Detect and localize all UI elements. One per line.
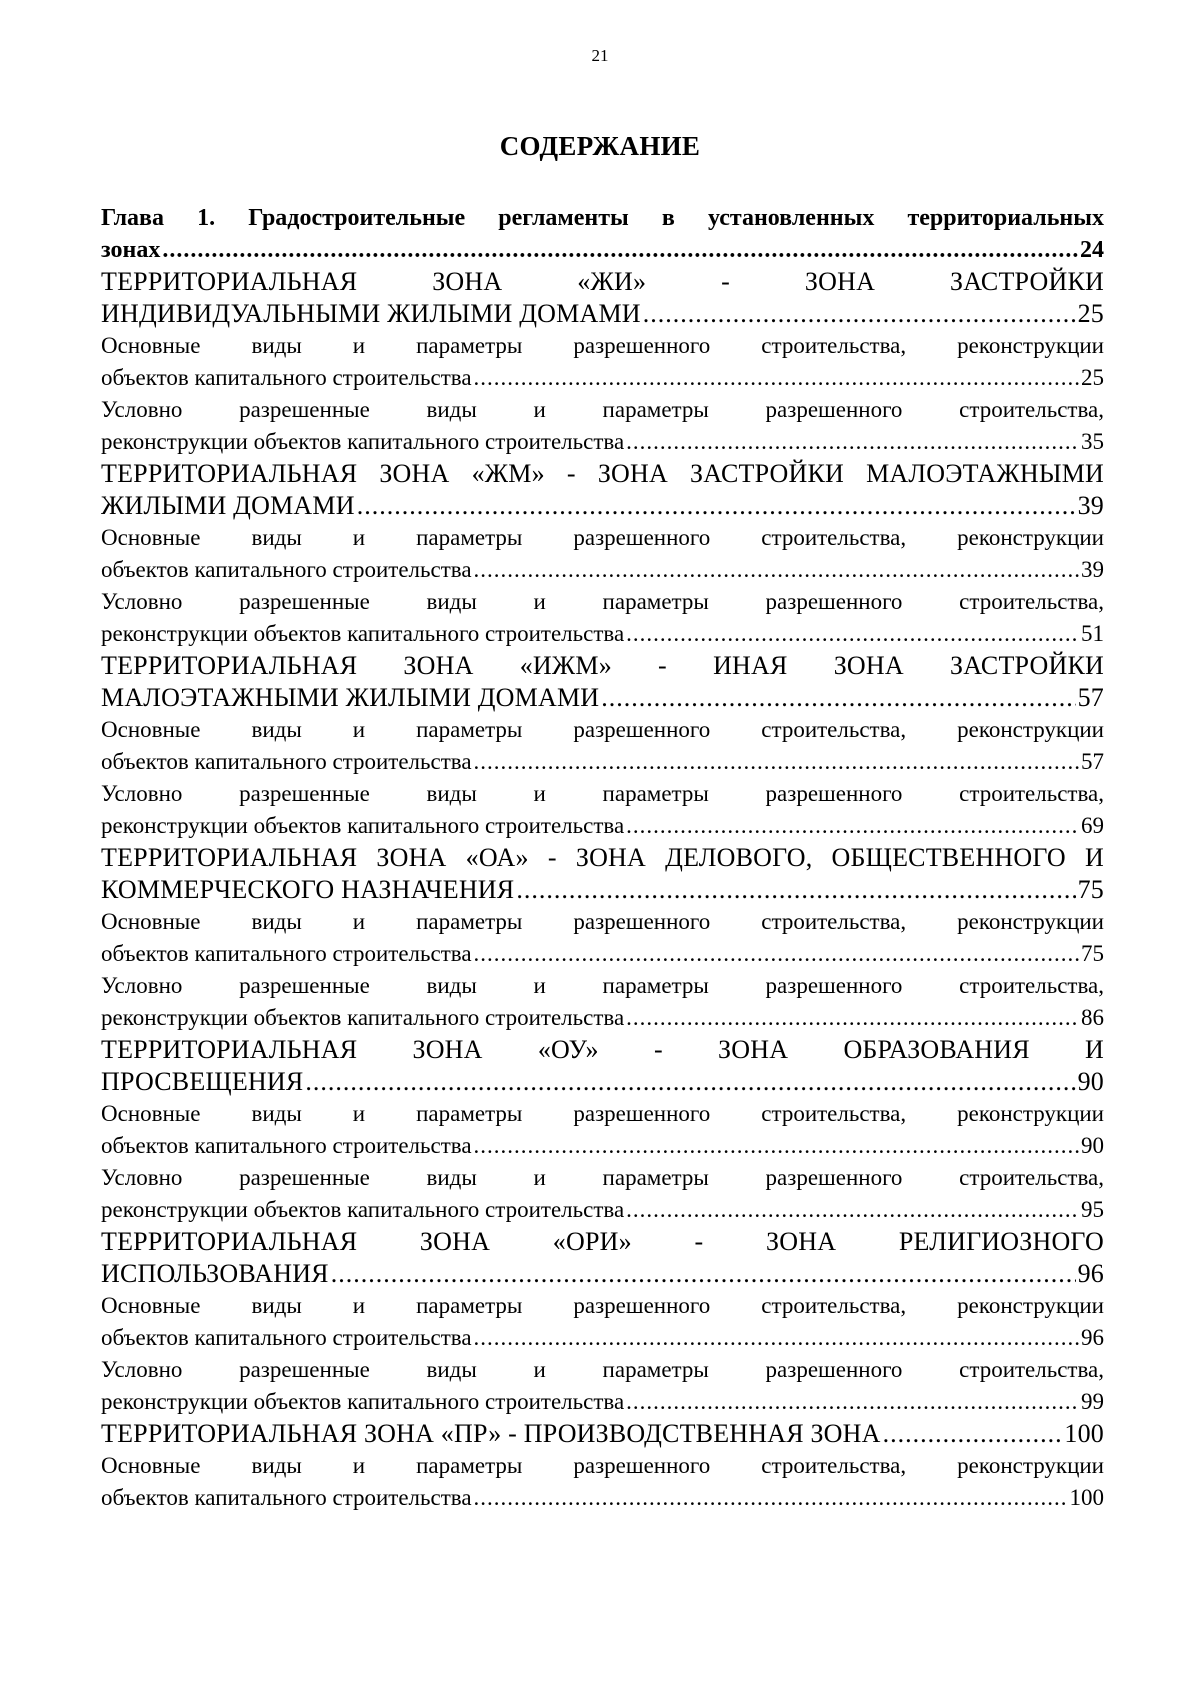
toc-entry-title-line: Условно разрешенные виды и параметры разрешенного строительства, <box>101 589 1104 614</box>
toc-entry-title-line: ТЕРРИТОРИАЛЬНАЯ ЗОНА «ОА» - ЗОНА ДЕЛОВОГО, ОБЩЕСТВЕННОГО И <box>101 843 1104 872</box>
toc-page-number: 95 <box>1081 1197 1104 1222</box>
toc-entry-title: реконструкции объектов капитального строительства <box>101 621 625 646</box>
toc-entry-title-line: Условно разрешенные виды и параметры разрешенного строительства, <box>101 973 1104 998</box>
dot-leader <box>626 426 1079 458</box>
toc-page-number: 96 <box>1081 1325 1104 1350</box>
toc-entry-title-line: ТЕРРИТОРИАЛЬНАЯ ЗОНА «ЖМ» - ЗОНА ЗАСТРОЙКИ МАЛОЭТАЖНЫМИ <box>101 459 1104 488</box>
toc-entry <box>101 458 1104 522</box>
toc-entry-title: ЖИЛЫМИ ДОМАМИ <box>101 491 355 520</box>
dot-leader <box>643 298 1076 330</box>
toc-page-number: 100 <box>1069 1485 1104 1510</box>
dot-leader <box>626 1002 1079 1034</box>
toc-entry <box>101 202 1104 266</box>
toc-entry-title-line: Основные виды и параметры разрешенного строительства, реконструкции <box>101 717 1104 742</box>
toc-entry-title-line: Основные виды и параметры разрешенного строительства, реконструкции <box>101 525 1104 550</box>
toc-page-number: 39 <box>1081 557 1104 582</box>
toc-page-number: 24 <box>1080 237 1104 263</box>
toc-page-number: 51 <box>1081 621 1104 646</box>
toc-entry-title-line: Условно разрешенные виды и параметры разрешенного строительства, <box>101 1165 1104 1190</box>
toc-entry-title: объектов капитального строительства <box>101 749 472 774</box>
dot-leader <box>331 1258 1076 1290</box>
toc-page-number: 57 <box>1077 683 1104 712</box>
toc-entry <box>101 394 1104 458</box>
toc-page-number: 39 <box>1077 491 1104 520</box>
toc-entry-title: реконструкции объектов капитального строительства <box>101 1005 625 1030</box>
toc-entry-title-line: ТЕРРИТОРИАЛЬНАЯ ЗОНА «ОРИ» - ЗОНА РЕЛИГИОЗНОГО <box>101 1227 1104 1256</box>
toc-entry-title-line: Условно разрешенные виды и параметры разрешенного строительства, <box>101 781 1104 806</box>
dot-leader <box>474 1482 1068 1514</box>
toc-entry-title: ИНДИВИДУАЛЬНЫМИ ЖИЛЫМИ ДОМАМИ <box>101 299 641 328</box>
toc-entry-title: объектов капитального строительства <box>101 1325 472 1350</box>
toc-entry <box>101 586 1104 650</box>
toc-entry-title-line: Условно разрешенные виды и параметры разрешенного строительства, <box>101 1357 1104 1382</box>
toc-entry <box>101 778 1104 842</box>
toc-entry-title: объектов капитального строительства <box>101 1133 472 1158</box>
toc-entry <box>101 1162 1104 1226</box>
toc-entry <box>101 970 1104 1034</box>
dot-leader <box>626 618 1079 650</box>
dot-leader <box>357 490 1076 522</box>
toc-entry <box>101 266 1104 330</box>
toc-page-number: 96 <box>1077 1259 1104 1288</box>
toc-entry <box>101 1098 1104 1162</box>
toc-page-number: 99 <box>1081 1389 1104 1414</box>
toc-entry-title-line: Основные виды и параметры разрешенного строительства, реконструкции <box>101 909 1104 934</box>
toc-entry-title: реконструкции объектов капитального строительства <box>101 1197 625 1222</box>
toc-entry-title: реконструкции объектов капитального строительства <box>101 429 625 454</box>
toc-entry-title-line: Условно разрешенные виды и параметры разрешенного строительства, <box>101 397 1104 422</box>
toc-entry-title: ИСПОЛЬЗОВАНИЯ <box>101 1259 329 1288</box>
toc-page-number: 35 <box>1081 429 1104 454</box>
toc-entry-title: ПРОСВЕЩЕНИЯ <box>101 1067 304 1096</box>
toc-entry-title: зонах <box>101 237 161 263</box>
toc-entry <box>101 1418 1104 1450</box>
toc-entry-title: реконструкции объектов капитального строительства <box>101 1389 625 1414</box>
dot-leader <box>516 874 1075 906</box>
toc-entry-title-line: ТЕРРИТОРИАЛЬНАЯ ЗОНА «ИЖМ» - ИНАЯ ЗОНА ЗАСТРОЙКИ <box>101 651 1104 680</box>
dot-leader <box>474 362 1079 394</box>
toc-entry-title-line: Основные виды и параметры разрешенного строительства, реконструкции <box>101 1293 1104 1318</box>
toc-entry <box>101 1290 1104 1354</box>
dot-leader <box>626 1194 1079 1226</box>
toc-entry <box>101 714 1104 778</box>
toc-entry <box>101 906 1104 970</box>
dot-leader <box>474 746 1079 778</box>
toc-page-number: 57 <box>1081 749 1104 774</box>
toc-page-number: 90 <box>1081 1133 1104 1158</box>
dot-leader <box>883 1418 1063 1450</box>
toc-entry <box>101 1226 1104 1290</box>
toc-page-number: 75 <box>1077 875 1104 904</box>
toc-entry <box>101 522 1104 586</box>
toc-entry-title: объектов капитального строительства <box>101 941 472 966</box>
toc-entry-title: объектов капитального строительства <box>101 1485 472 1510</box>
toc-entry <box>101 330 1104 394</box>
dot-leader <box>474 554 1079 586</box>
toc-page-number: 25 <box>1077 299 1104 328</box>
toc-entry <box>101 650 1104 714</box>
toc-entry-title-line: ТЕРРИТОРИАЛЬНАЯ ЗОНА «ЖИ» - ЗОНА ЗАСТРОЙКИ <box>101 267 1104 296</box>
toc-entry-title: КОММЕРЧЕСКОГО НАЗНАЧЕНИЯ <box>101 875 515 904</box>
toc-page-number: 69 <box>1081 813 1104 838</box>
toc-entry-title: объектов капитального строительства <box>101 557 472 582</box>
toc-page-number: 86 <box>1081 1005 1104 1030</box>
toc-entry-title-line: Основные виды и параметры разрешенного строительства, реконструкции <box>101 333 1104 358</box>
toc-entry-title: ТЕРРИТОРИАЛЬНАЯ ЗОНА «ПР» - ПРОИЗВОДСТВЕННАЯ ЗОНА <box>101 1419 881 1448</box>
toc-page-number: 90 <box>1077 1067 1104 1096</box>
dot-leader <box>474 938 1079 970</box>
dot-leader <box>626 810 1079 842</box>
toc-entry-title-line: Основные виды и параметры разрешенного строительства, реконструкции <box>101 1453 1104 1478</box>
toc-entry-title: объектов капитального строительства <box>101 365 472 390</box>
toc-entry <box>101 1354 1104 1418</box>
page-title: СОДЕРЖАНИЕ <box>499 131 701 161</box>
dot-leader <box>474 1130 1079 1162</box>
toc-entry <box>101 842 1104 906</box>
toc-entry <box>101 1034 1104 1098</box>
toc-entry-title-line: Основные виды и параметры разрешенного строительства, реконструкции <box>101 1101 1104 1126</box>
page-number: 21 <box>591 46 609 65</box>
dot-leader <box>474 1322 1079 1354</box>
toc-entry-title-line: ТЕРРИТОРИАЛЬНАЯ ЗОНА «ОУ» - ЗОНА ОБРАЗОВАНИЯ И <box>101 1035 1104 1064</box>
dot-leader <box>626 1386 1079 1418</box>
toc-page-number: 100 <box>1064 1419 1104 1448</box>
toc-page-number: 25 <box>1081 365 1104 390</box>
table-of-contents <box>101 202 1104 1514</box>
toc-page-number: 75 <box>1081 941 1104 966</box>
dot-leader <box>601 682 1075 714</box>
dot-leader <box>162 234 1078 266</box>
dot-leader <box>305 1066 1075 1098</box>
toc-entry-title: реконструкции объектов капитального строительства <box>101 813 625 838</box>
toc-entry-title: МАЛОЭТАЖНЫМИ ЖИЛЫМИ ДОМАМИ <box>101 683 600 712</box>
toc-entry-title-line: Глава 1. Градостроительные регламенты в установленных территориальных <box>101 205 1104 231</box>
toc-entry <box>101 1450 1104 1514</box>
